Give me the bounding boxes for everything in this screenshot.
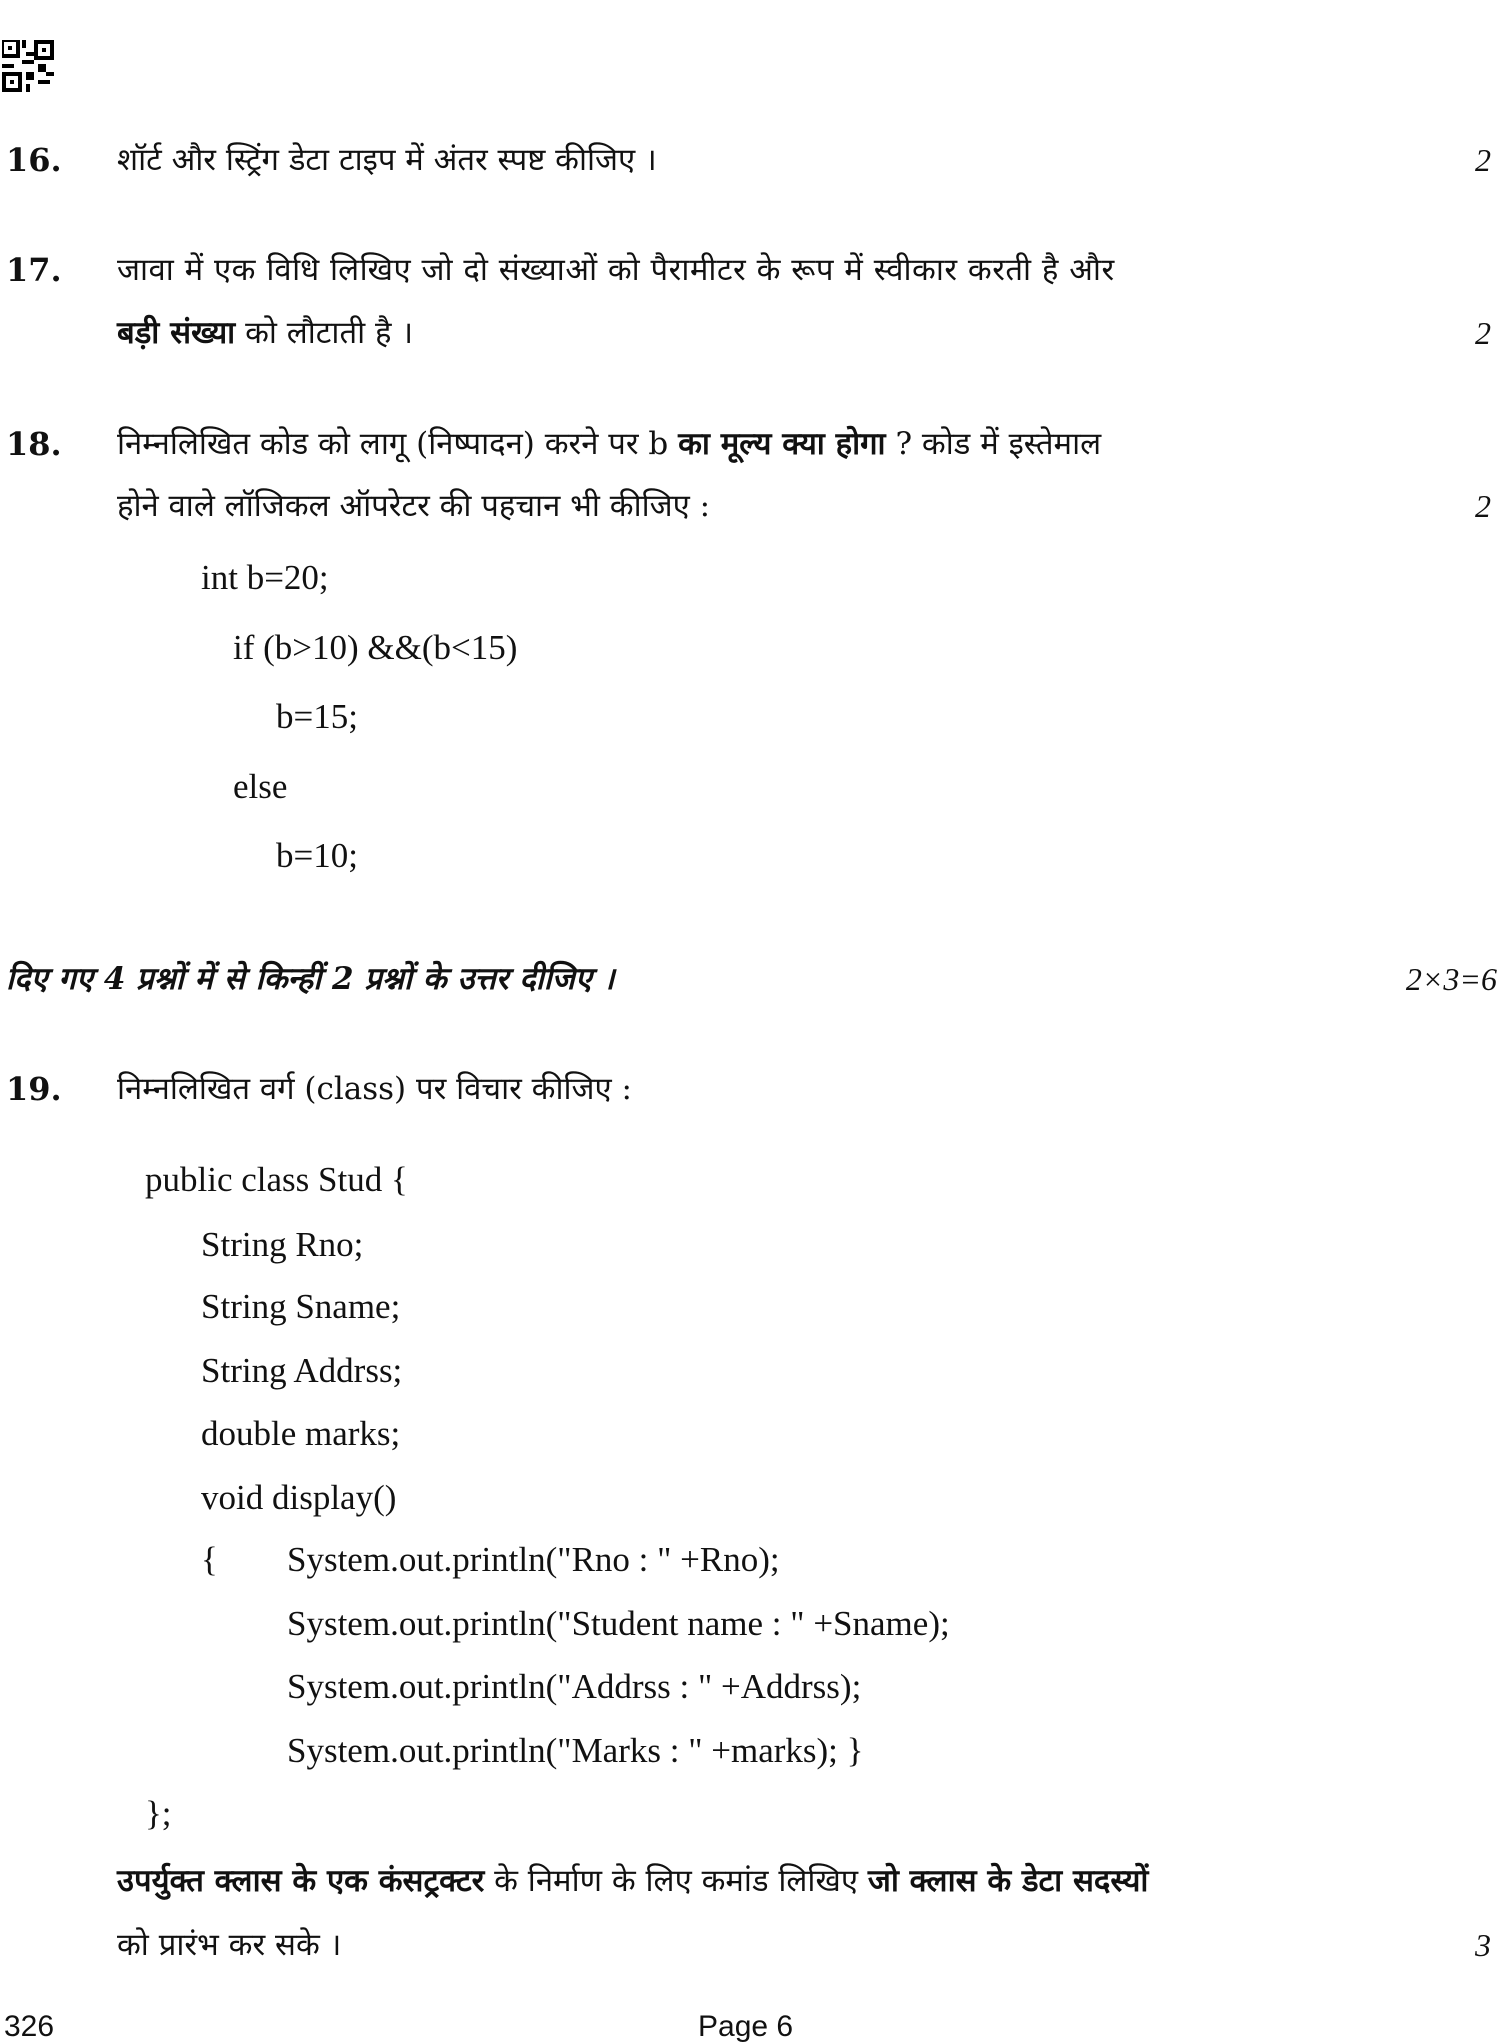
code-line: if (b>10) &&(b<15) (233, 628, 518, 667)
code-line: void display() (201, 1478, 397, 1517)
text: जावा में एक विधि लिखिए जो दो संख्याओं को पैरामीटर के रूप में स्वीकार करती है और (117, 252, 1115, 288)
code-line: { (201, 1540, 218, 1579)
code-line: public class Stud { (145, 1160, 408, 1199)
question-number-16: 16. (6, 141, 62, 179)
code-line: String Sname; (201, 1287, 401, 1326)
question-17-line-1 (117, 250, 1115, 290)
text: शॉर्ट और स्ट्रिंग डेटा टाइप में अंतर स्पष्ट कीजिए । (117, 142, 657, 178)
marks-17: 2 (1475, 315, 1491, 351)
question-number-19: 19. (6, 1070, 62, 1108)
code-line: String Rno; (201, 1225, 364, 1264)
code-line: b=15; (276, 697, 358, 736)
code-line: else (233, 767, 288, 806)
bold-text: का मूल्य क्या होगा (678, 426, 886, 462)
paper-code: 326 (4, 2010, 55, 2043)
question-19-intro: निम्नलिखित वर्ग (class) पर विचार कीजिए : (117, 1071, 632, 1107)
section-instruction: दिए गए 4 प्रश्नों में से किन्हीं 2 प्रश्नों के उत्तर दीजिए । (6, 961, 615, 997)
question-16-text (117, 140, 657, 180)
question-18-line-2 (117, 486, 710, 526)
code-line: System.out.println("Marks : " +marks); } (287, 1731, 864, 1770)
text: होने वाले लॉजिकल ऑपरेटर की पहचान भी कीजिए : (117, 488, 711, 524)
code-line: String Addrss; (201, 1351, 403, 1390)
code-line: b=10; (276, 836, 358, 875)
marks-19: 3 (1475, 1927, 1491, 1963)
marks-18: 2 (1475, 488, 1491, 524)
question-number-18: 18. (6, 425, 62, 463)
question-19-line-1 (117, 1861, 1148, 1901)
question-17-line-2 (117, 313, 413, 353)
bold-text: उपर्युक्त क्लास के एक कंसट्रक्टर (117, 1863, 485, 1899)
code-line: double marks; (201, 1414, 401, 1453)
page-number: Page 6 (698, 2010, 794, 2043)
qr-code (2, 40, 54, 92)
code-line: System.out.println("Student name : " +Sname); (287, 1604, 950, 1643)
question-19-line-2: को प्रारंभ कर सके । (117, 1927, 342, 1963)
question-18-line-1 (117, 424, 1101, 464)
bold-text: जो क्लास के डेटा सदस्यों (867, 1863, 1149, 1899)
text: के निर्माण के लिए कमांड लिखिए (484, 1863, 868, 1899)
bold-text: बड़ी संख्या (117, 315, 236, 351)
marks-16: 2 (1475, 142, 1491, 178)
text: को लौटाती है । (235, 315, 414, 351)
text: ? कोड में इस्तेमाल (885, 426, 1102, 462)
section-marks: 2×3=6 (1405, 961, 1497, 997)
code-line: System.out.println("Rno : " +Rno); (287, 1540, 780, 1579)
code-line: int b=20; (201, 558, 329, 597)
question-number-17: 17. (6, 251, 62, 289)
code-line: }; (145, 1794, 172, 1833)
code-line: System.out.println("Addrss : " +Addrss); (287, 1667, 862, 1706)
text: निम्नलिखित कोड को लागू (निष्पादन) करने पर b (117, 426, 679, 462)
